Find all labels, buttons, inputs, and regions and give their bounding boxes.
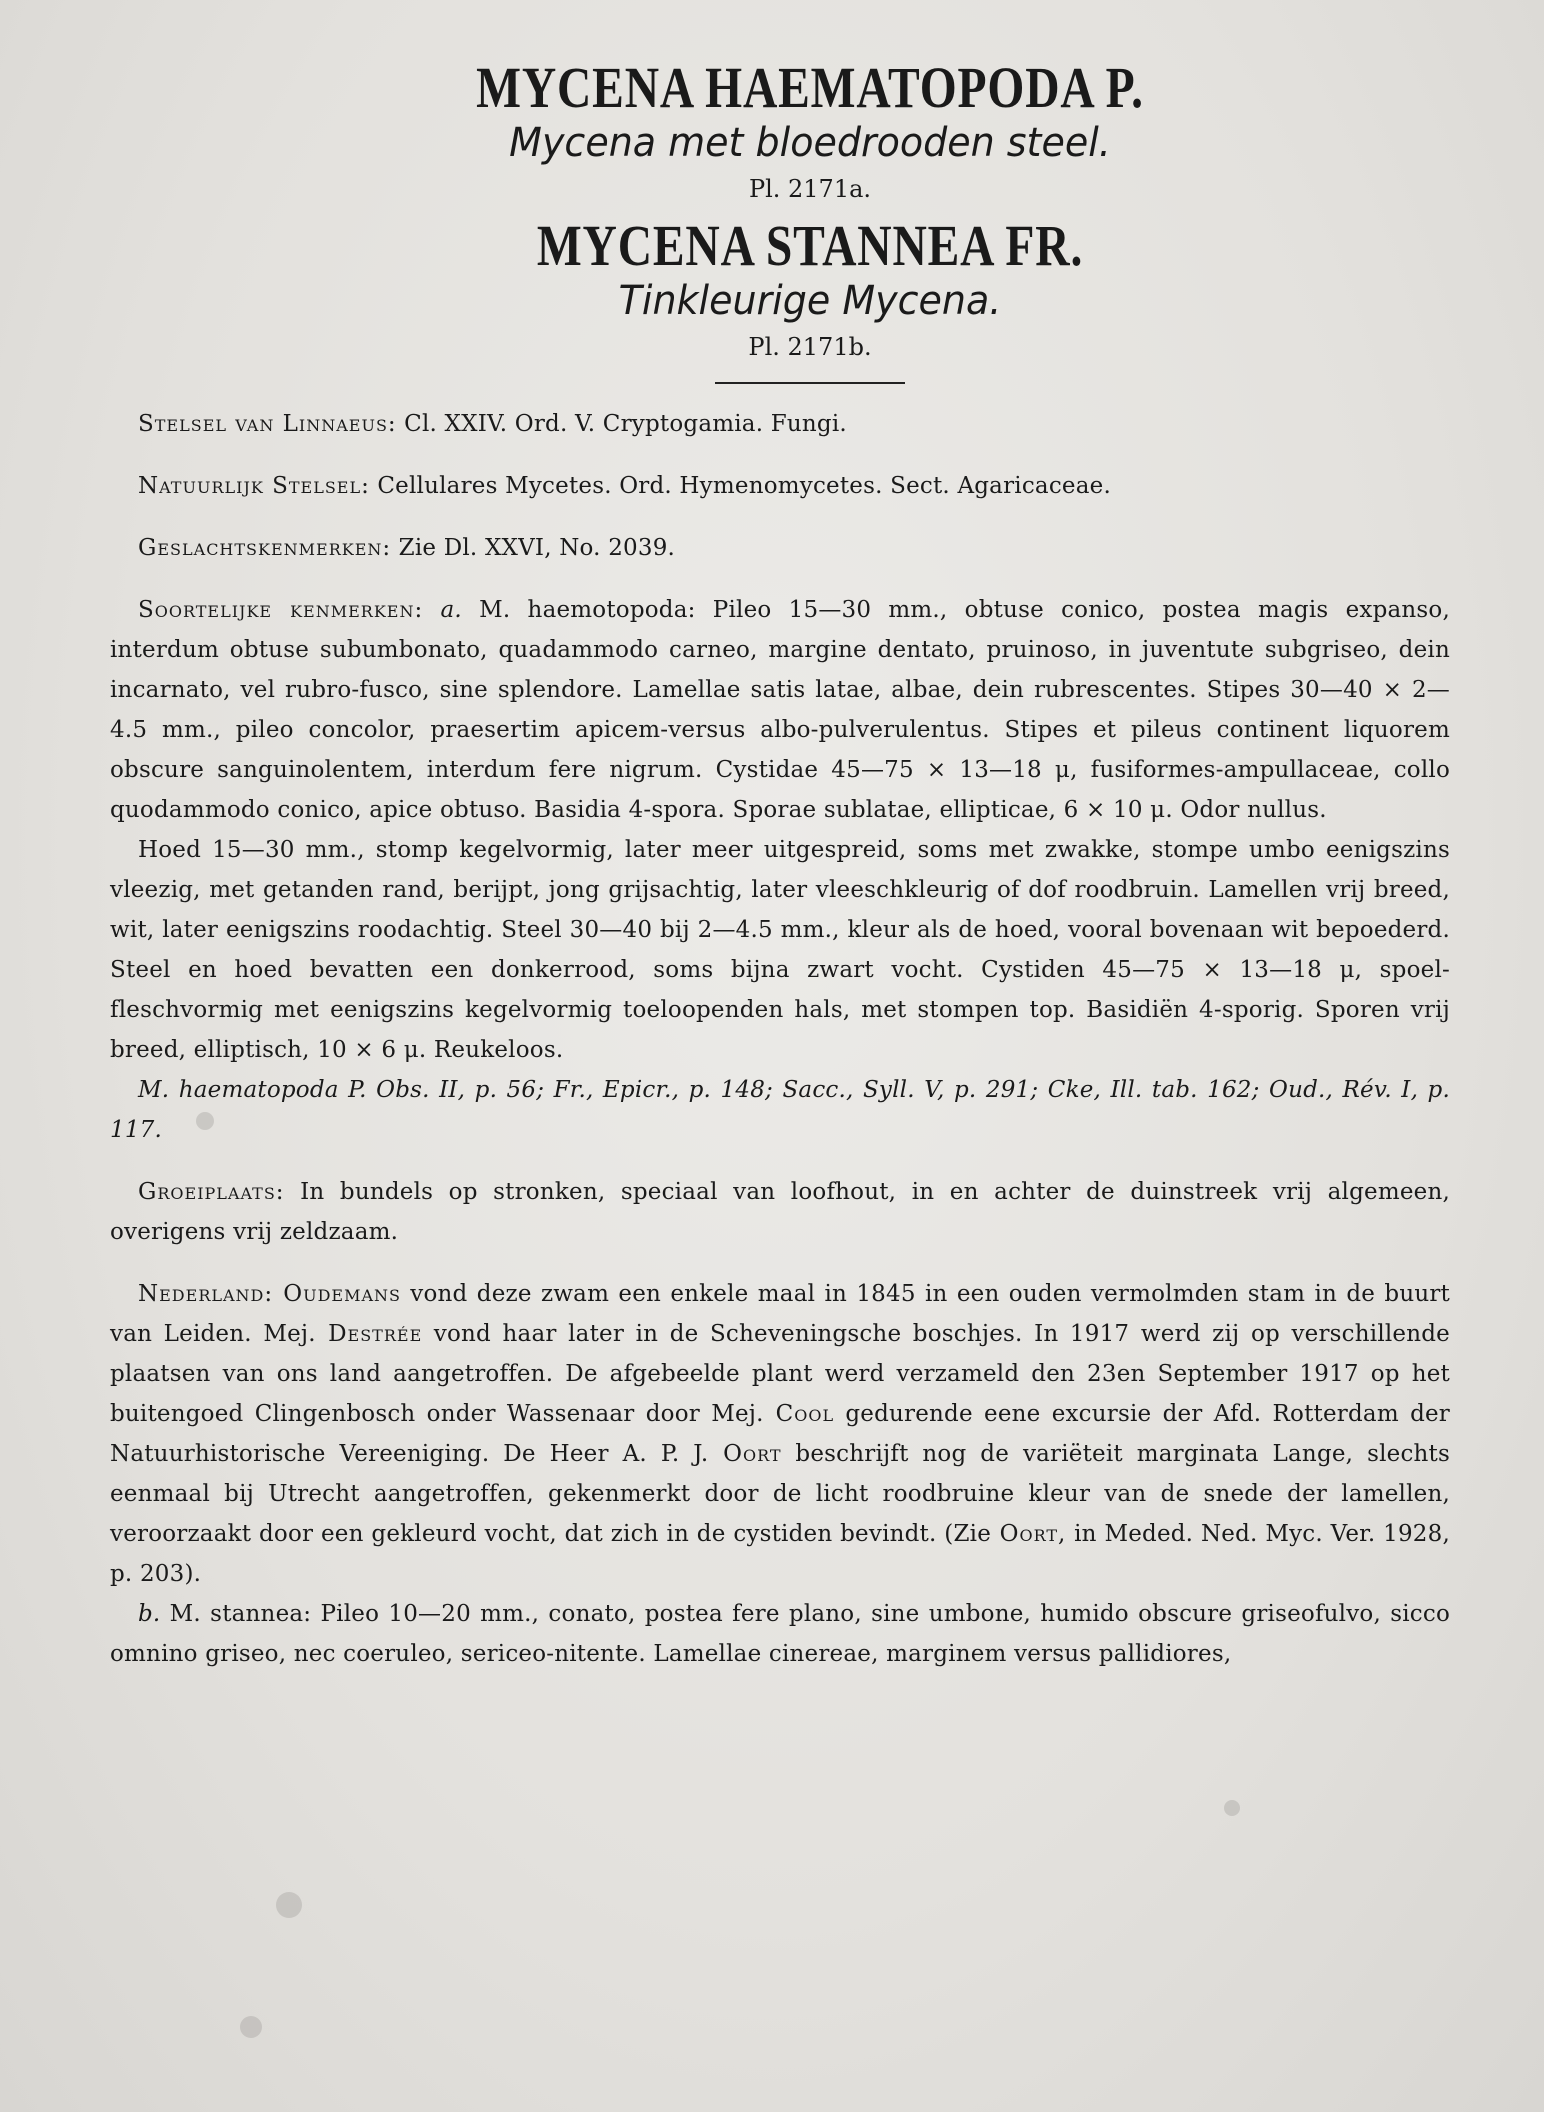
dutch-description-paragraph: Hoed 15—30 mm., stomp kegelvormig, later meer uitgespreid, soms met zwakke, stompe umbo eenigszins vleezig, met getanden rand, berijpt, jong grijsachtig, later vleeschkleurig of dof roodbruin. Lamellen vrij breed, wit, later eenigszins roodachtig. Steel 30—40 bij 2—4.5 mm., kleur als de hoed, vooral bovenaan wit bepoederd. Steel en hoed bevatten een donkerrood, soms bijna zwart vocht. Cystiden 45—75 × 13—18 μ, spoel-fleschvormig met eenigszins kegelvormig toeloopenden hals, met stompen top. Basidiën 4-sporig. Sporen vrij breed, elliptisch, 10 × 6 μ. Reukeloos. <box>110 837 1450 1063</box>
species-text: M. haemotopoda: Pileo 15—30 mm., obtuse conico, postea magis expanso, interdum obtuse subumbonato, quadammodo carneo, margine dentato, pruinoso, in juventute subgriseo, dein incarnato, vel rubro-fusco, sine splendore. Lamellae satis latae, albae, dein rubrescentes. Stipes 30—40 × 2—4.5 mm., pileo concolor, praesertim apicem-versus albo-pulverulentus. Stipes et pileus continent liquorem obscure sanguinolentem, interdum fere nigrum. Cystidae 45—75 × 13—18 μ, fusiformes-ampullaceae, collo quodammodo conico, apice obtuso. Basidia 4-spora. Sporae sublatae, ellipticae, 6 × 10 μ. Odor nullus. <box>110 597 1450 823</box>
species-paragraph <box>110 590 1450 830</box>
stannea-lead: b. <box>138 1601 161 1627</box>
habitat-text: In bundels op stronken, speciaal van loofhout, in en achter de duinstreek vrij algemeen, overigens vrij zeldzaam. <box>110 1179 1450 1245</box>
species-subtitle-a: Mycena met bloedrooden steel. <box>509 120 1111 166</box>
habitat-paragraph <box>110 1172 1450 1252</box>
natural-system-label: Natuurlijk Stelsel: <box>138 473 370 499</box>
stannea-paragraph <box>110 1594 1450 1674</box>
title-rule <box>715 382 905 384</box>
person-name: Destrée <box>315 1321 423 1347</box>
linnaeus-text: Cl. XXIV. Ord. V. Cryptogamia. Fungi. <box>396 411 847 437</box>
document-body <box>110 56 1450 1674</box>
person-name: Cool <box>763 1401 835 1427</box>
netherlands-text: gedurende eene excursie der Afd. Rotterdam der Natuurhistorische Vereeniging. De Heer A. P. J. <box>110 1401 1450 1467</box>
paper-spot <box>240 2016 262 2038</box>
netherlands-text: in Meded. Ned. Myc. Ver. 1928, p. 203). <box>110 1521 1450 1587</box>
netherlands-label: Nederland: <box>138 1281 274 1307</box>
linnaeus-label: Stelsel van Linnaeus: <box>138 411 397 437</box>
species-lead: a. <box>423 597 462 623</box>
linnaeus-paragraph <box>110 404 1450 444</box>
title-block <box>170 56 1450 384</box>
species-subtitle-b: Tinkleurige Mycena. <box>618 278 1002 324</box>
paper-spot <box>1224 1800 1240 1816</box>
genus-label: Geslachtskenmerken: <box>138 535 392 561</box>
plate-number-b: Pl. 2171b. <box>748 333 872 361</box>
stannea-text: M. stannea: Pileo 10—20 mm., conato, postea fere plano, sine umbone, humido obscure griseofulvo, sicco omnino griseo, nec coeruleo, sericeo-nitente. Lamellae cinereae, marginem versus pallidiores, <box>110 1601 1450 1667</box>
habitat-label: Groeiplaats: <box>138 1179 285 1205</box>
species-label: Soortelijke kenmerken: <box>138 597 424 623</box>
species-title-a: MYCENA HAEMATOPODA P. <box>476 55 1144 120</box>
netherlands-paragraph <box>110 1274 1450 1594</box>
person-name: Oort, <box>991 1521 1067 1547</box>
natural-system-text: Cellulares Mycetes. Ord. Hymenomycetes. Sect. Agaricaceae. <box>369 473 1111 499</box>
genus-paragraph <box>110 528 1450 568</box>
person-name: Oort <box>708 1441 782 1467</box>
netherlands-text: vond haar later in de Scheveningsche boschjes. In 1917 werd zij op verschillende plaatsen van ons land aangetroffen. De afgebeelde plant werd verzameld den 23en September 1917 op het buitengoed Clingenbosch onder Wassenaar door Mej. <box>110 1321 1450 1427</box>
plate-number-a: Pl. 2171a. <box>748 175 872 203</box>
netherlands-text: vond deze zwam een enkele maal in 1845 in een ouden vermolmden stam in de buurt van Leiden. Mej. <box>110 1281 1450 1347</box>
paper-spot <box>276 1892 302 1918</box>
species-title-b: MYCENA STANNEA FR. <box>536 213 1084 278</box>
genus-text: Zie Dl. XXVI, No. 2039. <box>391 535 676 561</box>
person-name: Oudemans <box>273 1281 401 1307</box>
natural-system-paragraph <box>110 466 1450 506</box>
references-paragraph: M. haematopoda P. Obs. II, p. 56; Fr., Epicr., p. 148; Sacc., Syll. V, p. 291; Cke, Ill. tab. 162; Oud., Rév. I, p. 117. <box>110 1077 1450 1143</box>
netherlands-text: beschrijft nog de variëteit marginata Lange, slechts eenmaal bij Utrecht aangetroffen, gekenmerkt door de licht roodbruine kleur van de snede der lamellen, veroorzaakt door een gekleurd vocht, dat zich in de cystiden bevindt. (Zie <box>110 1441 1451 1547</box>
